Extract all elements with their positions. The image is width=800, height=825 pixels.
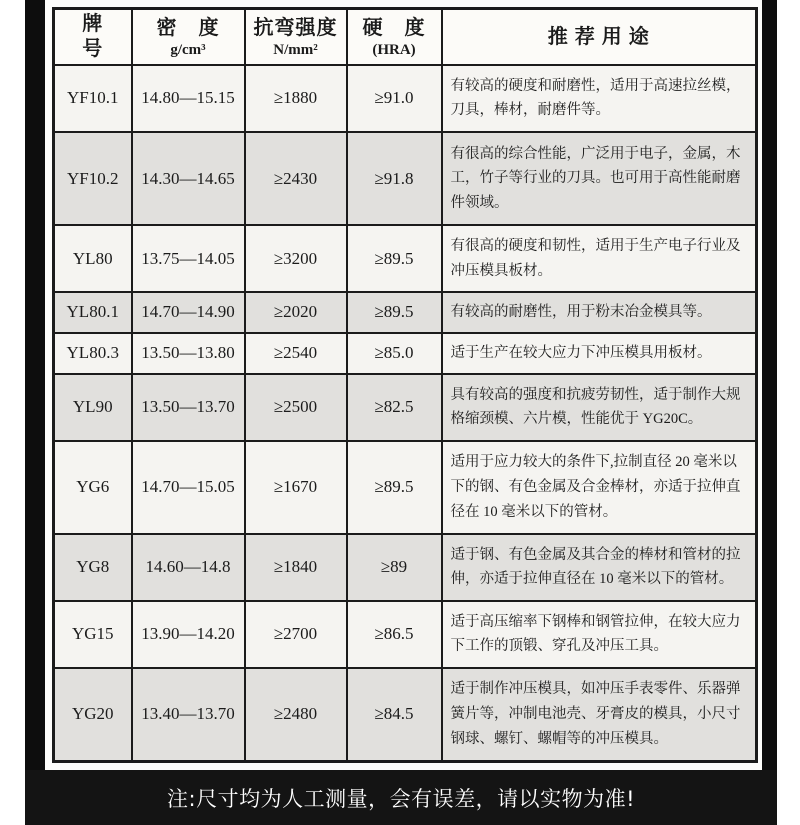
- table-row-YG15: [54, 601, 757, 668]
- cell-uses: 具有较高的强度和抗疲劳韧性，适于制作大规格缩颈模、六片模，性能优于 YG20C。: [442, 374, 757, 441]
- cell-uses: 适于制作冲压模具，如冲压手表零件、乐器弹簧片等，冲制电池壳、牙膏皮的模具，小尺寸钢球、螺钉、螺帽等的冲压模具。: [442, 668, 757, 762]
- black-frame: [25, 0, 777, 825]
- cell-hardness: ≥82.5: [347, 374, 442, 441]
- column-header-grade: [54, 9, 132, 66]
- cell-grade: YG15: [54, 601, 132, 668]
- cell-strength: ≥2480: [245, 668, 347, 762]
- cell-strength: ≥2500: [245, 374, 347, 441]
- note-text: 注:尺寸均为人工测量，会有误差，请以实物为准!: [167, 786, 635, 811]
- cell-strength: ≥1670: [245, 441, 347, 534]
- cell-density: 14.80—15.15: [132, 65, 245, 132]
- cell-strength: ≥2020: [245, 292, 347, 333]
- cell-uses: 适用于应力较大的条件下,拉制直径 20 毫米以下的钢、有色金属及合金棒材，亦适于拉伸直径在 10 毫米以下的管材。: [442, 441, 757, 534]
- table-row-YL80.3: [54, 333, 757, 374]
- table-head-row: [54, 9, 757, 66]
- cell-grade: YL80.3: [54, 333, 132, 374]
- column-header-hardness: [347, 9, 442, 66]
- cell-density: 13.40—13.70: [132, 668, 245, 762]
- cell-strength: ≥2540: [245, 333, 347, 374]
- header-unit: (HRA): [372, 41, 416, 58]
- column-header-density: [132, 9, 245, 66]
- table-row-YG6: [54, 441, 757, 534]
- cell-hardness: ≥89.5: [347, 292, 442, 333]
- header-unit: g/cm³: [170, 41, 206, 58]
- cell-hardness: ≥89.5: [347, 441, 442, 534]
- table-row-YG20: [54, 668, 757, 762]
- cell-density: 13.75—14.05: [132, 225, 245, 292]
- column-header-uses: [442, 9, 757, 66]
- cell-strength: ≥3200: [245, 225, 347, 292]
- cell-strength: ≥1840: [245, 534, 347, 601]
- cell-density: 13.90—14.20: [132, 601, 245, 668]
- cell-hardness: ≥86.5: [347, 601, 442, 668]
- cell-strength: ≥2430: [245, 132, 347, 225]
- cell-grade: YF10.2: [54, 132, 132, 225]
- cell-hardness: ≥89.5: [347, 225, 442, 292]
- table-row-YG8: [54, 534, 757, 601]
- cell-uses: 适于高压缩率下钢棒和钢管拉伸，在较大应力下工作的顶锻、穿孔及冲压工具。: [442, 601, 757, 668]
- cell-density: 13.50—13.80: [132, 333, 245, 374]
- header-unit: N/mm²: [273, 41, 318, 58]
- cell-hardness: ≥84.5: [347, 668, 442, 762]
- cell-uses: 有很高的综合性能，广泛用于电子，金属，木工，竹子等行业的刀具。也可用于高性能耐磨件领域。: [442, 132, 757, 225]
- cell-hardness: ≥89: [347, 534, 442, 601]
- cell-uses: 适于生产在较大应力下冲压模具用板材。: [442, 333, 757, 374]
- table-row-YL80: [54, 225, 757, 292]
- cell-uses: 有较高的硬度和耐磨性，适用于高速拉丝模，刀具，棒材，耐磨件等。: [442, 65, 757, 132]
- header-title: 牌: [82, 13, 104, 35]
- cell-uses: 有很高的硬度和韧性，适用于生产电子行业及冲压模具板材。: [442, 225, 757, 292]
- cell-density: 14.70—15.05: [132, 441, 245, 534]
- table-row-YL80.1: [54, 292, 757, 333]
- cell-density: 14.60—14.8: [132, 534, 245, 601]
- cell-grade: YL80.1: [54, 292, 132, 333]
- table-row-YF10.2: [54, 132, 757, 225]
- cell-hardness: ≥91.0: [347, 65, 442, 132]
- table-row-YL90: [54, 374, 757, 441]
- cell-density: 13.50—13.70: [132, 374, 245, 441]
- header-title: 抗弯强度: [253, 16, 338, 39]
- cell-grade: YL90: [54, 374, 132, 441]
- table-row-YF10.1: [54, 65, 757, 132]
- cell-uses: 有较高的耐磨性，用于粉末冶金模具等。: [442, 292, 757, 333]
- cell-density: 14.30—14.65: [132, 132, 245, 225]
- header-unit: 号: [82, 38, 104, 60]
- spec-table-panel: [45, 0, 762, 770]
- cell-strength: ≥2700: [245, 601, 347, 668]
- note-bar: [25, 770, 777, 825]
- cell-grade: YG8: [54, 534, 132, 601]
- header-title: 密 度: [156, 16, 220, 39]
- header-title: 推 荐 用 途: [547, 25, 650, 48]
- cell-density: 14.70—14.90: [132, 292, 245, 333]
- cell-hardness: ≥85.0: [347, 333, 442, 374]
- spec-table: [52, 7, 758, 763]
- cell-strength: ≥1880: [245, 65, 347, 132]
- column-header-strength: [245, 9, 347, 66]
- cell-grade: YG6: [54, 441, 132, 534]
- cell-hardness: ≥91.8: [347, 132, 442, 225]
- cell-grade: YL80: [54, 225, 132, 292]
- cell-grade: YG20: [54, 668, 132, 762]
- cell-grade: YF10.1: [54, 65, 132, 132]
- cell-uses: 适于钢、有色金属及其合金的棒材和管材的拉伸，亦适于拉伸直径在 10 毫米以下的管材。: [442, 534, 757, 601]
- header-title: 硬 度: [362, 16, 426, 39]
